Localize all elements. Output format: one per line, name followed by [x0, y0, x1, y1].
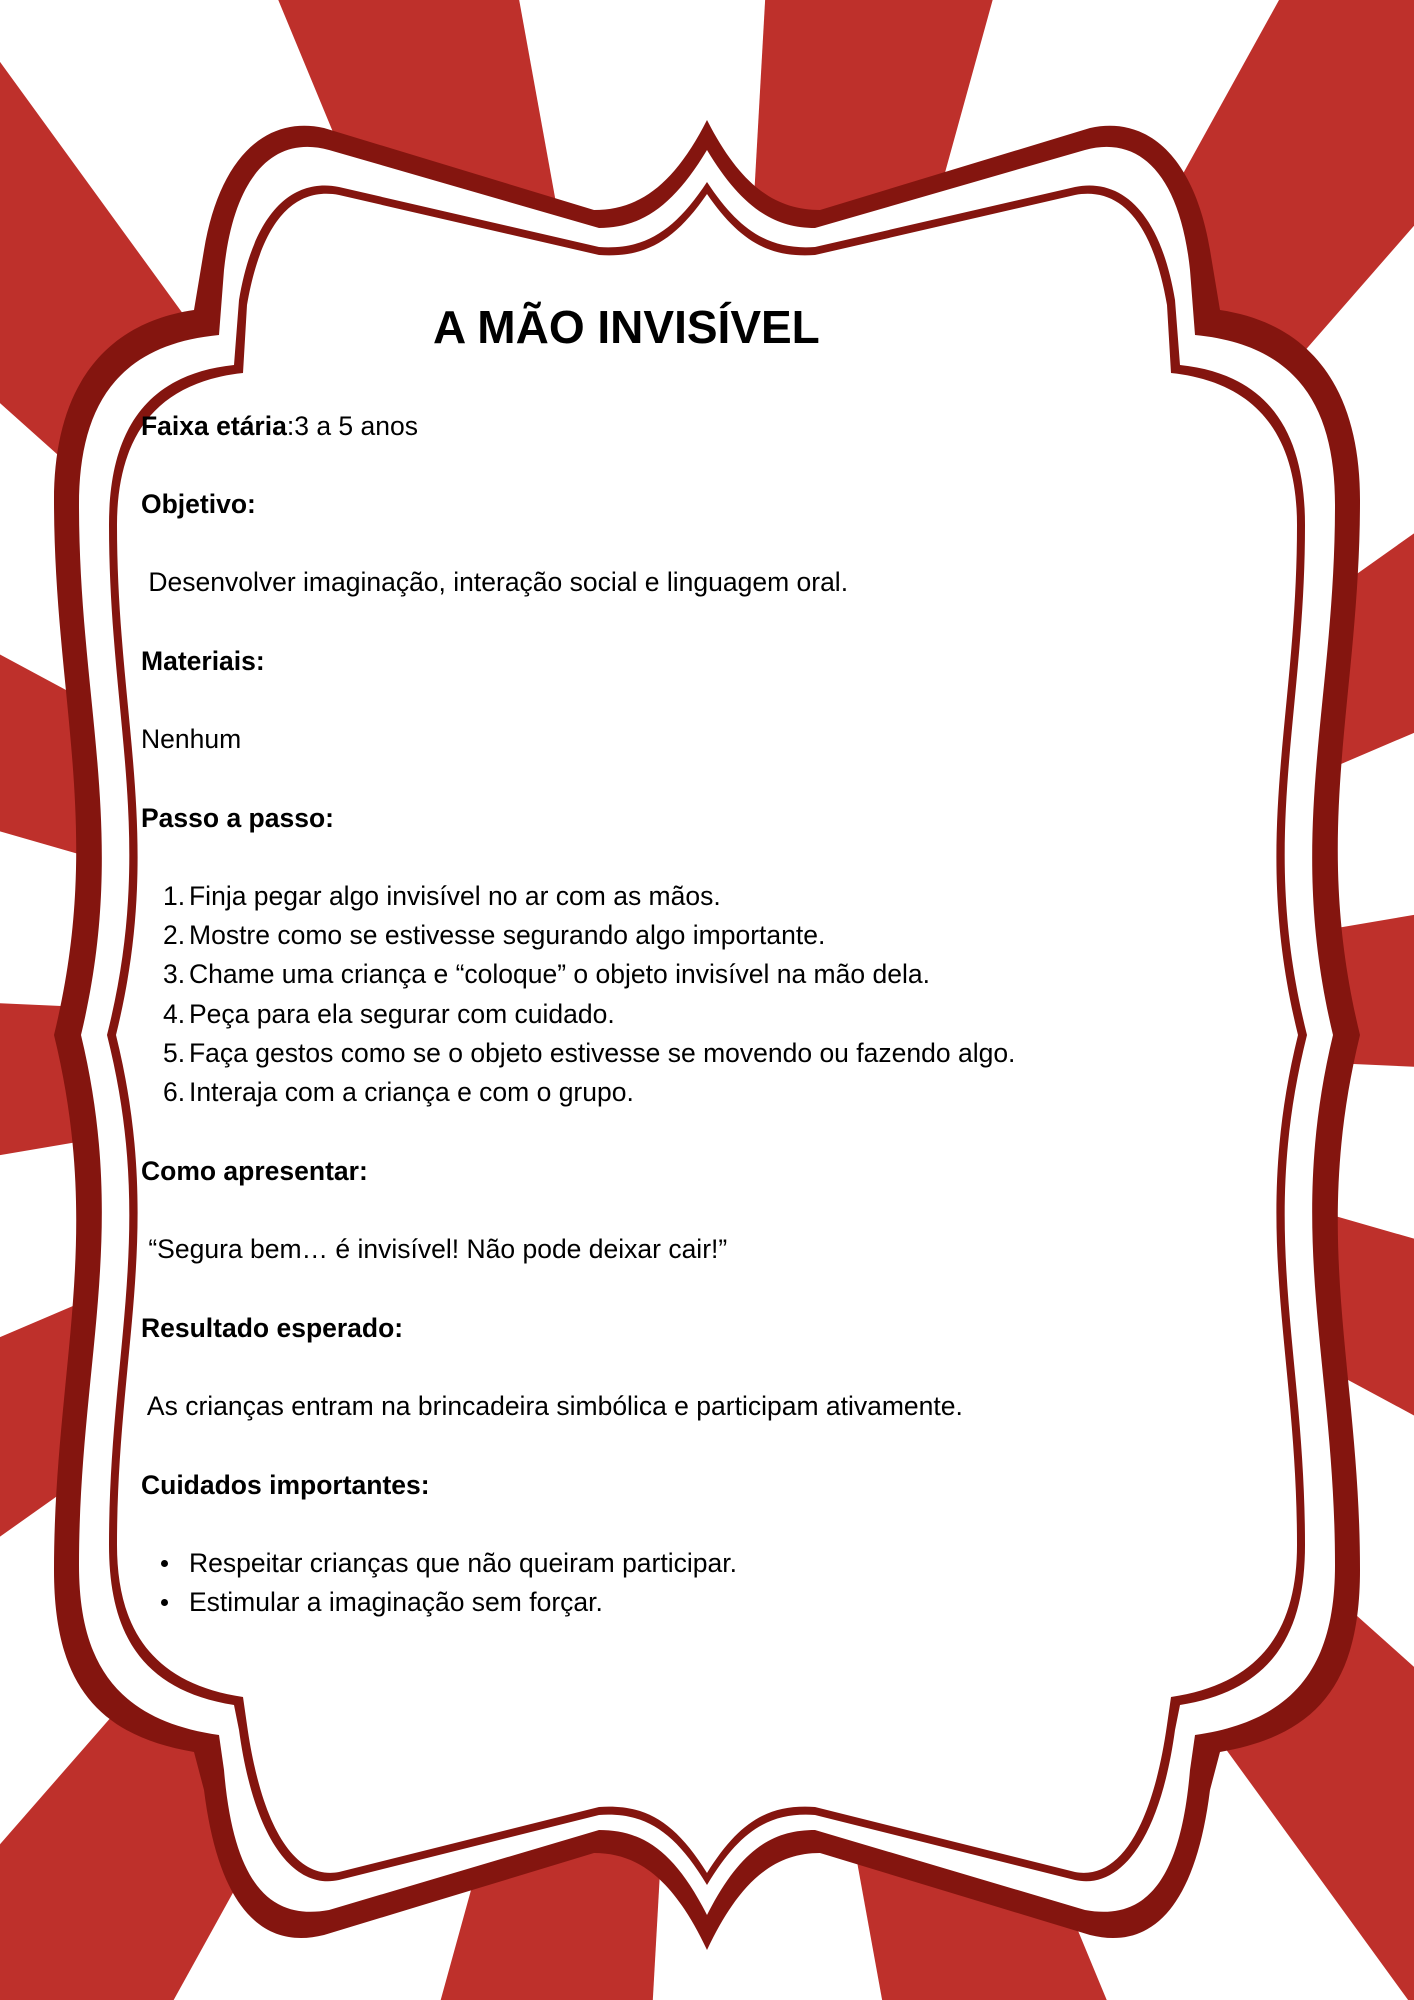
step-item: [141, 959, 1015, 998]
steps-heading: Passo a passo:: [141, 803, 334, 833]
step-item: [141, 1038, 1015, 1077]
step-number: 1.: [163, 881, 186, 911]
caution-item: [141, 1548, 737, 1587]
caution-item: [141, 1587, 737, 1626]
presentation-text: “Segura bem… é invisível! Não pode deixar cair!”: [141, 1234, 728, 1264]
step-item: [141, 999, 1015, 1038]
step-number: 5.: [163, 1037, 186, 1068]
caution-text: Estimular a imaginação sem forçar.: [189, 1587, 603, 1618]
page-title: A MÃO INVISÍVEL: [433, 301, 820, 353]
cautions-list: [141, 1548, 737, 1626]
age-range-value: 3 a 5 anos: [294, 411, 418, 441]
step-number: 6.: [163, 1076, 186, 1107]
materials-text: Nenhum: [141, 724, 242, 754]
expected-result-heading: Resultado esperado:: [141, 1313, 404, 1343]
step-text: Peça para ela segurar com cuidado.: [189, 998, 615, 1029]
age-range-label: Faixa etária: [141, 411, 287, 441]
bullet-icon: [161, 1599, 168, 1606]
objective-text: Desenvolver imaginação, interação social e linguagem oral.: [141, 567, 849, 597]
step-number: 3.: [163, 959, 186, 990]
materials-heading: Materiais:: [141, 646, 265, 676]
step-item: [141, 881, 1015, 920]
step-text: Chame uma criança e “coloque” o objeto invisível na mão dela.: [189, 959, 930, 990]
step-item: [141, 1077, 1015, 1116]
cautions-heading: Cuidados importantes:: [141, 1470, 430, 1500]
step-text: Interaja com a criança e com o grupo.: [189, 1076, 634, 1107]
step-item: [141, 920, 1015, 959]
objective-heading: Objetivo:: [141, 489, 256, 519]
step-number: 4.: [163, 998, 186, 1029]
age-range-separator: :: [286, 411, 295, 441]
steps-list: [141, 881, 1015, 1116]
step-text: Finja pegar algo invisível no ar com as mãos.: [189, 881, 721, 911]
step-number: 2.: [163, 920, 186, 951]
bullet-icon: [161, 1560, 168, 1567]
expected-result-text: As crianças entram na brincadeira simbólica e participam ativamente.: [141, 1391, 963, 1421]
step-text: Faça gestos como se o objeto estivesse se movendo ou fazendo algo.: [189, 1037, 1016, 1068]
caution-text: Respeitar crianças que não queiram participar.: [189, 1548, 737, 1578]
age-range: [141, 411, 418, 441]
presentation-heading: Como apresentar:: [141, 1156, 368, 1186]
step-text: Mostre como se estivesse segurando algo importante.: [189, 920, 826, 951]
